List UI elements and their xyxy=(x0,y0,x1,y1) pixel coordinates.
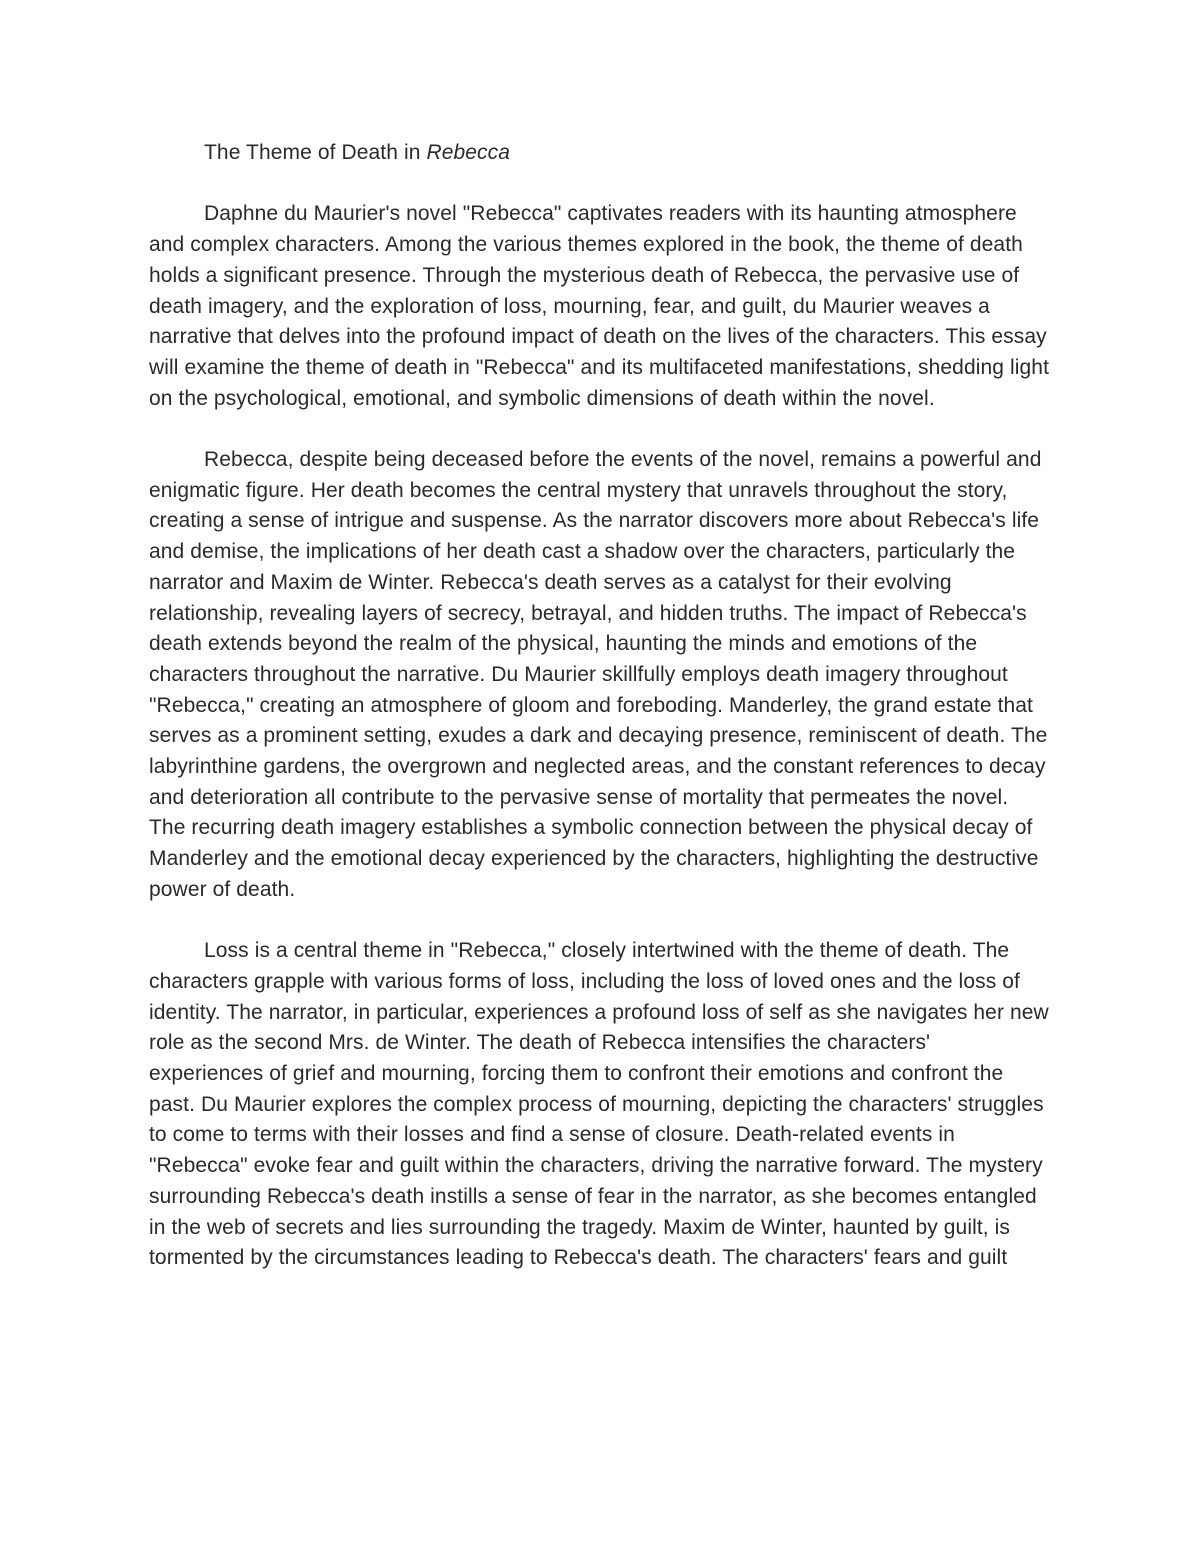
paragraph-rebecca-death: Rebecca, despite being deceased before the events of the novel, remains a powerful and enigmatic figure. Her death becomes the central mystery that unravels throughout the story, creating a sense of intrigue and suspense. As the narrator discovers more about Rebecca's life and demise, the implications of her death cast a shadow over the characters, particularly the narrator and Maxim de Winter. Rebecca's death serves as a catalyst for their evolving relationship, revealing layers of secrecy, betrayal, and hidden truths. The impact of Rebecca's death extends beyond the realm of the physical, haunting the minds and emotions of the characters throughout the narrative. Du Maurier skillfully employs death imagery throughout "Rebecca," creating an atmosphere of gloom and foreboding. Manderley, the grand estate that serves as a prominent setting, exudes a dark and decaying presence, reminiscent of death. The labyrinthine gardens, the overgrown and neglected areas, and the constant references to decay and deterioration all contribute to the pervasive sense of mortality that permeates the novel. The recurring death imagery establishes a symbolic connection between the physical decay of Manderley and the emotional decay experienced by the characters, highlighting the destructive power of death. xyxy=(149,448,1048,901)
paragraph-loss: Loss is a central theme in "Rebecca," closely intertwined with the theme of death. The characters grapple with various forms of loss, including the loss of loved ones and the loss of identity. The narrator, in particular, experiences a profound loss of self as she navigates her new role as the second Mrs. de Winter. The death of Rebecca intensifies the characters' experiences of grief and mourning, forcing them to confront their emotions and confront the past. Du Maurier explores the complex process of mourning, depicting the characters' struggles to come to terms with their losses and find a sense of closure. Death-related events in "Rebecca" evoke fear and guilt within the characters, driving the narrative forward. The mystery surrounding Rebecca's death instills a sense of fear in the narrator, as she becomes entangled in the web of secrets and lies surrounding the tragedy. Maxim de Winter, haunted by guilt, is tormented by the circumstances leading to Rebecca's death. The characters' fears and guilt xyxy=(149,939,1049,1270)
document-body xyxy=(149,138,1049,1274)
document-title xyxy=(149,138,1049,169)
title-prefix: The Theme of Death in xyxy=(204,141,427,164)
paragraph-introduction: Daphne du Maurier's novel "Rebecca" captivates readers with its haunting atmosphere and complex characters. Among the various themes explored in the book, the theme of death holds a significant presence. Through the mysterious death of Rebecca, the pervasive use of death imagery, and the exploration of loss, mourning, fear, and guilt, du Maurier weaves a narrative that delves into the profound impact of death on the lives of the characters. This essay will examine the theme of death in "Rebecca" and its multifaceted manifestations, shedding light on the psychological, emotional, and symbolic dimensions of death within the novel. xyxy=(149,202,1050,410)
title-italic-word: Rebecca xyxy=(426,141,511,164)
